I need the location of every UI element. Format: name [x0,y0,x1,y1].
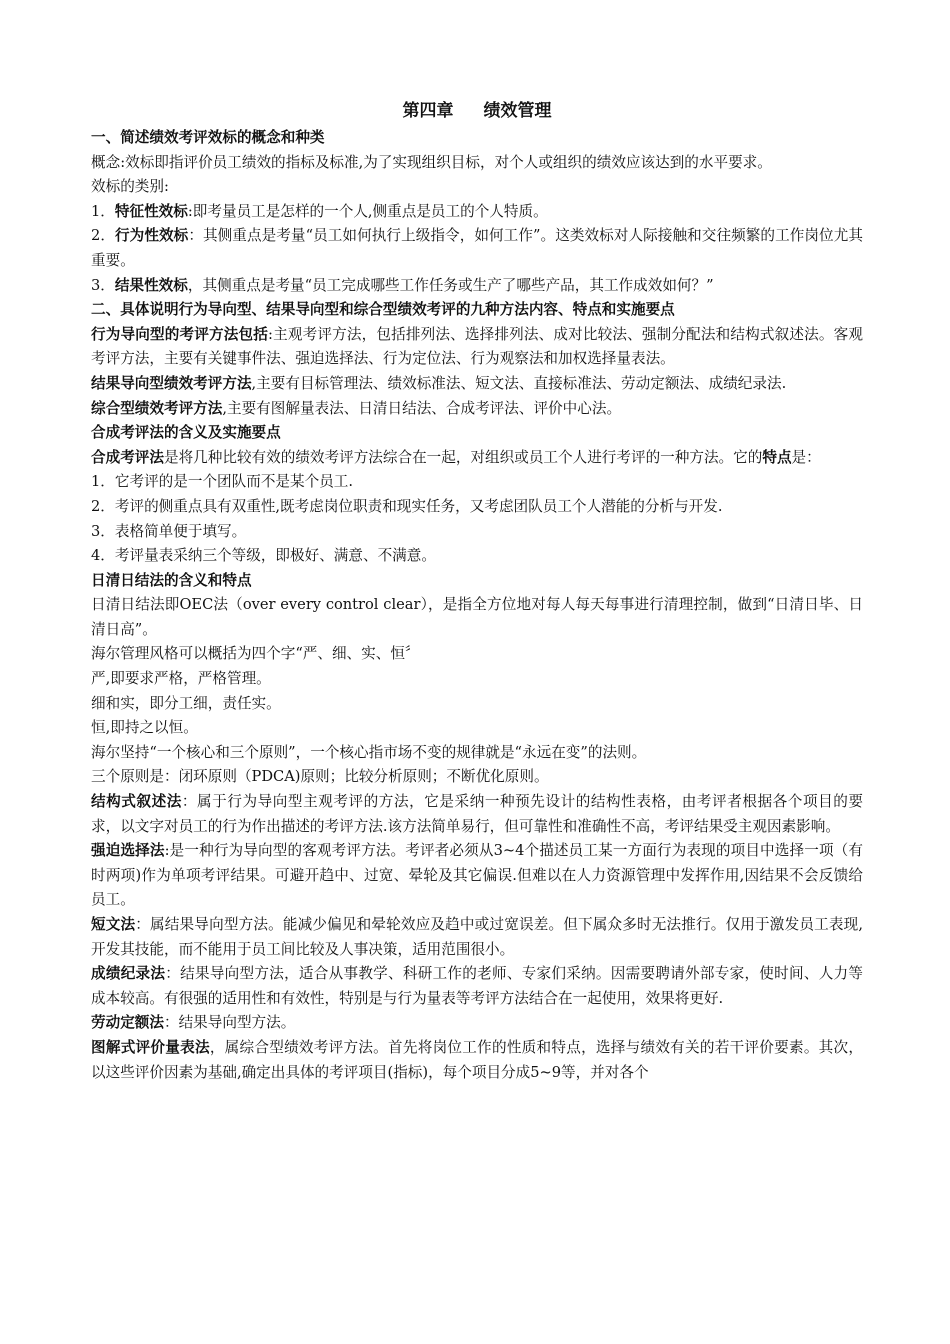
oec-paragraph-6: 海尔坚持“一个核心和三个原则”，一个核心指市场不变的规律就是“永远在变”的法则。 [91,743,647,761]
oec-paragraph-3: 严,即要求严格，严格管理。 [91,670,271,688]
composite-methods-paragraph: 综合型绩效考评方法,主要有图解量表法、日清日结法、合成考评法、评价中心法。 [91,399,622,417]
chapter-title [91,96,863,126]
section-heading-1: 一、简述绩效考评效标的概念和种类 [91,129,325,146]
method-labor-quota: 劳动定额法：结果导向型方法。 [91,1014,296,1032]
types-intro: 效标的类别: [91,178,169,196]
feature-item-3: 3．表格简单便于填写。 [91,522,247,540]
synthesis-paragraph: 合成考评法是将几种比较有效的绩效考评方法综合在一起，对组织或员工个人进行考评的一种方法。它的特点是： [91,448,821,466]
oec-paragraph-4: 细和实，即分工细，责任实。 [91,694,281,712]
oec-paragraph-5: 恒,即持之以恒。 [91,719,198,737]
concept-paragraph: 概念:效标即指评价员工绩效的指标及标准,为了实现组织目标，对个人或组织的绩效应该达到的水平要求。 [91,153,772,171]
oec-paragraph-2: 海尔管理风格可以概括为四个字“严、细、实、恒〞 [91,645,420,663]
synthesis-heading: 合成考评法的含义及实施要点 [91,424,281,442]
method-essay: 短文法：属结果导向型方法。能减少偏见和晕轮效应及趋中或过宽误差。但下属众多时无法推行。仅用于激发员工表现,开发其技能，而不能用于员工间比较及人事决策，适用范围很小。 [91,916,863,958]
oec-paragraph-7: 三个原则是：闭环原则（PDCA)原则；比较分析原则；不断优化原则。 [91,768,549,786]
type-item-1: 1．特征性效标:即考量员工是怎样的一个人,侧重点是员工的个人特质。 [91,202,548,220]
document-page [91,96,863,1085]
section-heading-2: 二、具体说明行为导向型、结果导向型和综合型绩效考评的九种方法内容、特点和实施要点 [91,301,675,319]
feature-item-4: 4．考评量表采纳三个等级，即极好、满意、不满意。 [91,547,436,565]
method-structured-narrative: 结构式叙述法：属于行为导向型主观考评的方法，它是采纳一种预先设计的结构性表格，由考评者根据各个项目的要求，以文字对员工的行为作出描述的考评方法.该方法简单易行，但可靠性和准确性不高，考评结果受主观因素影响。 [91,793,863,835]
feature-item-2: 2．考评的侧重点具有双重性,既考虑岗位职责和现实任务，又考虑团队员工个人潜能的分析与开发. [91,497,723,515]
type-item-2: 2．行为性效标：其侧重点是考量“员工如何执行上级指令，如何工作”。这类效标对人际接触和交往频繁的工作岗位尤其重要。 [91,227,863,269]
behavior-methods-paragraph: 行为导向型的考评方法包括:主观考评方法，包括排列法、选择排列法、成对比较法、强制分配法和结构式叙述法。客观考评方法，主要有关键事件法、强迫选择法、行为定位法、行为观察法和加权选择量表法。 [91,325,863,368]
method-forced-choice: 强迫选择法:是一种行为导向型的客观考评方法。考评者必须从3~4个描述员工某一方面行为表现的项目中选择一项（有时两项)作为单项考评结果。可避开趋中、过宽、晕轮及其它偏误.但难以在人力资源管理中发挥作用,因结果不会反馈给员工。 [91,842,863,909]
oec-heading: 日清日结法的含义和特点 [91,571,252,589]
feature-item-1: 1．它考评的是一个团队而不是某个员工. [91,473,354,491]
result-methods-paragraph: 结果导向型绩效考评方法,主要有目标管理法、绩效标准法、短文法、直接标准法、劳动定额法、成绩纪录法. [91,374,787,392]
chapter-number: 第四章 [402,101,454,121]
oec-paragraph-1: 日清日结法即OEC法（over every control clear），是指全方位地对每人每天每事进行清理控制，做到“日清日毕、日清日高”。 [91,596,863,638]
method-performance-record: 成绩纪录法：结果导向型方法，适合从事教学、科研工作的老师、专家们采纳。因需要聘请外部专家，使时间、人力等成本较高。有很强的适用性和有效性，特别是与行为量表等考评方法结合在一起使用，效果将更好. [91,965,863,1007]
method-graphic-rating-scale: 图解式评价量表法，属综合型绩效考评方法。首先将岗位工作的性质和特点，选择与绩效有关的若干评价要素。其次，以这些评价因素为基础,确定出具体的考评项目(指标)，每个项目分成5~9等，并对各个 [91,1038,863,1081]
type-item-3: 3．结果性效标，其侧重点是考量“员工完成哪些工作任务或生产了哪些产品，其工作成效如何？” [91,276,714,294]
chapter-name: 绩效管理 [483,101,552,121]
